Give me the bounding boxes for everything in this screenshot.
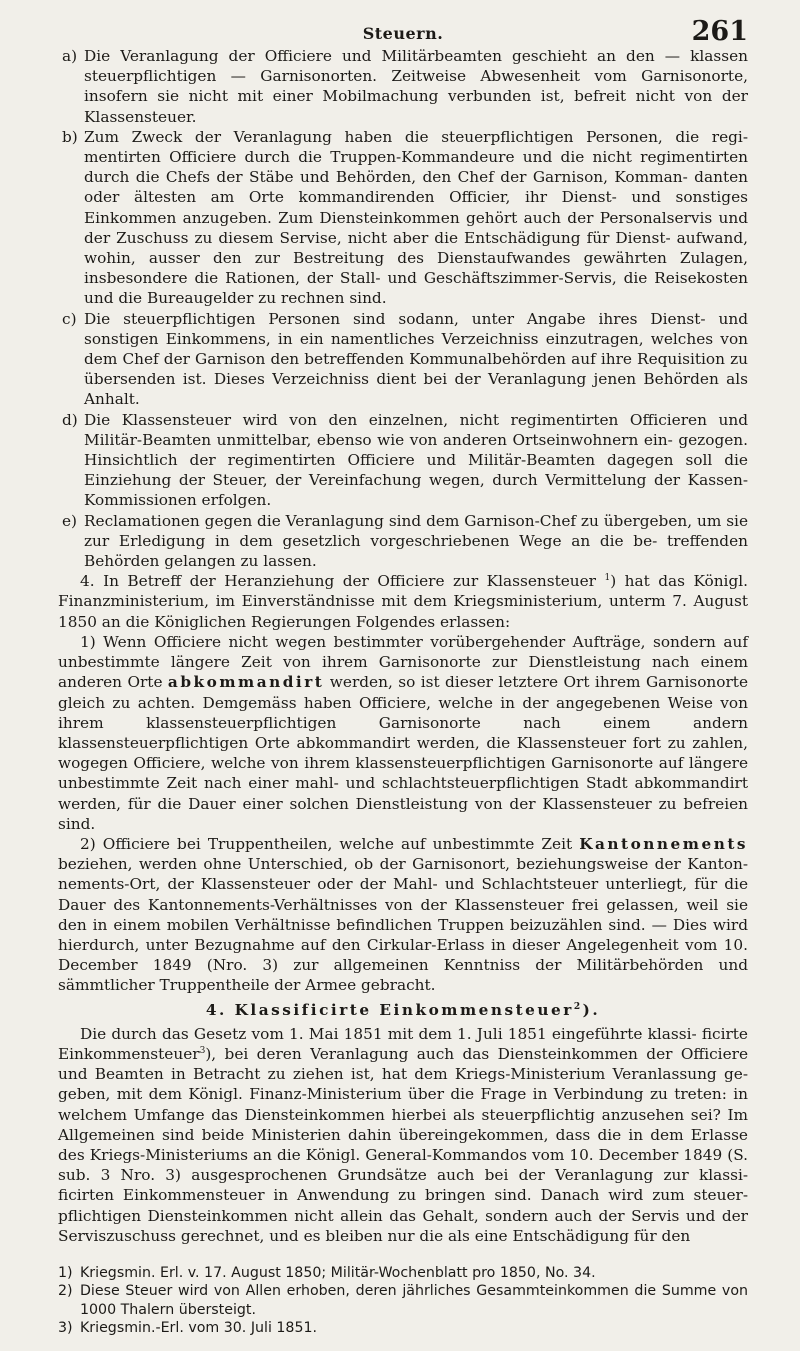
emphasized-term: Kantonnements	[579, 834, 748, 853]
paragraph-text: werden, so ist dieser letztere Ort ihrem Garnisonorte gleich zu achten. Demgemäss haben Officiere, welche in der angegebenen Weise von ihrem klassensteuerpflichtigen Garnisonorte nach einem andern klassensteuerpflichtigen Orte abkommandirt werden, die Klassensteuer fort zu zahlen, wogegen Officiere, welche von ihrem klassensteuerpflichtigen Garnisonorte auf längere unbestimmte Zeit nach einer mahl- und schlachtsteuerpflichtigen Stadt abkommandirt werden, für die Dauer einer solchen Dienstleistung von der Klassensteuer zu befreien sind.	[58, 673, 748, 833]
list-item-c	[58, 309, 748, 410]
footnote-mark: 1)	[58, 1264, 73, 1281]
paragraph-4	[58, 571, 748, 632]
item-label: c)	[62, 309, 77, 328]
item-text: Die Klassensteuer wird von den einzelnen, nicht regimentirten Officieren und Militär-Beamten unmittelbar, ebenso wie von anderen Ortseinwohnern ein- gezogen. Hinsichtlich der regimentirten Officiere und Militär-Beamten dagegen soll die Einziehung der Steuer, der Vereinfachung wegen, durch Vermittelung der Kassen-Kommissionen erfolgen.	[84, 410, 748, 510]
list-item-e	[58, 511, 748, 572]
footnotes	[58, 1264, 748, 1338]
section-suffix: ).	[582, 1000, 601, 1019]
item-text: Zum Zweck der Veranlagung haben die steuerpflichtigen Personen, die regi- mentirten Officiere durch die Truppen-Kommandeure und die nicht regimentirten durch die Chefs der Stäbe und Behörden, den Chef der Garnison, Komman- danten oder ältesten am Orte kommandirenden Officier, ihr Dienst- und sonstiges Einkommen anzugeben. Zum Diensteinkommen gehört auch der Personalservis und der Zuschuss zu diesem Servise, nicht aber die Entschädigung für Dienst- aufwand, wohin, ausser den zur Bestreitung des Dienstaufwandes gewährten Zulagen, insbesondere die Rationen, der Stall- und Geschäftszimmer-Servis, die Reisekosten und die Bureaugelder zu rechnen sind.	[84, 127, 748, 308]
list-item-d	[58, 410, 748, 511]
paragraph-text: ) hat das Königl. Finanzministerium, im Einverständnisse mit dem Kriegsministerium, unterm 7. August 1850 an die Königlichen Regierungen Folgendes erlassen:	[58, 572, 748, 631]
footnote-ref: 1	[604, 573, 611, 584]
footnote-ref: 3	[199, 1045, 206, 1056]
list-item-a	[58, 46, 748, 127]
footnote-mark: 3)	[58, 1320, 73, 1337]
item-label: e)	[62, 511, 78, 530]
footnote-ref: 2	[573, 1001, 583, 1012]
section-title: 4. Klassificirte Einkommensteuer	[205, 1000, 574, 1019]
book-page	[58, 16, 748, 1336]
paragraph-text: 2) Officiere bei Truppentheilen, welche auf unbestimmte Zeit	[80, 834, 580, 853]
footnote	[58, 1319, 748, 1338]
item-text: Die Veranlagung der Officiere und Militärbeamten geschieht an den — klassen steuerpflichtigen — Garnisonorten. Zeitweise Abwesenheit vom Garnisonorte, insofern sie nicht mit einer Mobilmachung verbunden ist, befreit nicht von der Klassensteuer.	[84, 47, 748, 126]
list-item-b	[58, 127, 748, 309]
paragraph-text: 4. In Betreff der Heranziehung der Officiere zur Klassensteuer	[80, 572, 605, 591]
paragraph-text: 1) Wenn Officiere nicht wegen bestimmter vorübergehender Aufträge, sondern auf unbestimmte längere Zeit von ihrem Garnisonorte zur Dienstleistung nach einem anderen Orte	[58, 632, 748, 692]
paragraph-text: Die durch das Gesetz vom 1. Mai 1851 mit dem 1. Juli 1851 eingeführte klassi- ficirte Einkommensteuer	[58, 1024, 748, 1063]
paragraph-text: beziehen, werden ohne Unterschied, ob der Garnisonort, beziehungsweise der Kanton- nements-Ort, der Klassensteuer oder der Mahl- und Schlachtsteuer unterliegt, für die Dauer des Kantonnements-Verhältnisses von der Klassensteuer frei gelassen, weil sie den in einem mobilen Verhältnisse befindlichen Truppen beizuzählen sind. — Dies wird hierdurch, unter Bezugnahme auf den Cirkular-Erlass in dieser Angelegenheit vom 10. December 1849 (Nro. 3) zur allgemeinen Kenntniss der Militärbehörden und sämmtlicher Truppentheile der Armee gebracht.	[58, 855, 748, 995]
footnote	[58, 1264, 748, 1283]
item-label: b)	[62, 127, 78, 146]
section-heading	[58, 1000, 748, 1020]
page-header	[58, 16, 748, 46]
footnote-text: Kriegsmin. Erl. v. 17. August 1850; Militär-Wochenblatt pro 1850, No. 34.	[80, 1264, 596, 1281]
section-paragraph	[58, 1024, 748, 1246]
item-label: a)	[62, 47, 78, 65]
item-text: Reclamationen gegen die Veranlagung sind dem Garnison-Chef zu übergeben, um sie zur Erledigung in dem gesetzlich vorgeschriebenen Wege an die be- treffenden Behörden gelangen zu lassen.	[84, 511, 748, 571]
emphasized-term: abkommandirt	[167, 673, 325, 692]
footnote	[58, 1282, 748, 1319]
footnote-text: Kriegsmin.-Erl. vom 30. Juli 1851.	[80, 1320, 318, 1337]
numbered-paragraph-1	[58, 632, 748, 834]
item-text: Die steuerpflichtigen Personen sind sodann, unter Angabe ihres Dienst- und sonstigen Einkommens, in ein namentliches Verzeichniss einzutragen, welches von dem Chef der Garnison den betreffenden Kommunalbehörden auf ihre Requisition zu übersenden ist. Dieses Verzeichniss dient bei der Veranlagung jenen Behörden als Anhalt.	[84, 309, 748, 409]
paragraph-text: ), bei deren Veranlagung auch das Diensteinkommen der Officiere und Beamten in Betracht zu ziehen ist, hat dem Kriegs-Ministerium Veranlassung ge- geben, mit dem Königl. Finanz-Ministerium über die Frage in Verbindung zu treten: in welchem Umfange das Diensteinkommen hierbei als steuerpflichtig anzusehen sei? Im Allgemeinen sind beide Ministerien dahin übereingekommen, dass die in dem Erlasse des Kriegs-Ministeriums an die Königl. General-Kommandos vom 10. December 1849 (S. sub. 3 Nro. 3) ausgesprochenen Grundsätze auch bei der Veranlagung zur klassi- ficirten Einkommensteuer in Anwendung zu bringen sind. Danach wird zum steuer- pflichtigen Diensteinkommen nicht allein das Gehalt, sondern auch der Servis und der Serviszuschuss gerechnet, und es bleiben nur die als eine Entschädigung für den	[58, 1044, 748, 1245]
footnote-mark: 2)	[58, 1283, 73, 1300]
page-number: 261	[691, 16, 748, 47]
item-label: d)	[62, 410, 78, 429]
footnote-text: Diese Steuer wird von Allen erhoben, deren jährliches Gesammteinkommen die Summe von 1000 Thalern übersteigt.	[80, 1283, 748, 1318]
numbered-paragraph-2	[58, 834, 748, 996]
running-head: Steuern.	[362, 24, 444, 43]
page-body	[58, 46, 748, 1338]
